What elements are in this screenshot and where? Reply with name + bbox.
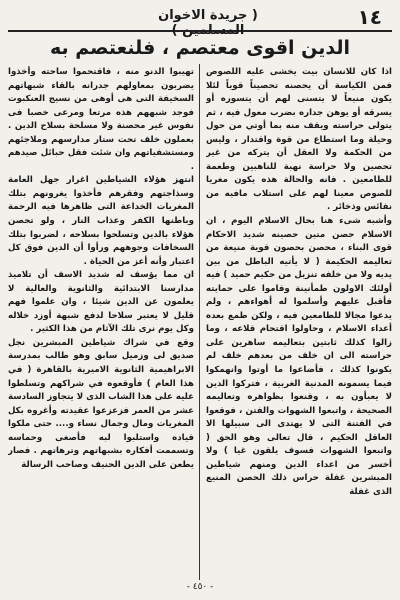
journal-name: ( جريدة الاخوان المسلمين ) — [158, 8, 258, 38]
column-divider — [199, 64, 200, 580]
page-number: ١٤ — [357, 5, 382, 29]
paragraph: وأشبه شىء هنا بحال الاسلام اليوم ، ان الاسلام حصن متين حصينه شديد الاحكام قوى البناء ، محصن بحصون قوية منيعة من تعاليمه الحكيمة ( لا يأتيه الباطل من بين يديه ولا من خلفه تنزيل من حكيم حميد ) فيه أولئك الاولون طمأنينة وقاموا على حمايته فأقبل عليهم وأسلموا له أهواءهم ، ولم يدعوا مجالا للطامعين فيه ، ولكن طمع بعده أعداء الاسلام ، وحاولوا اقتحام قلاعه ، وما زالوا كذلك ثابتين بتعاليمه ساهرين على حراسته الى ان خلف من بعدهم خلف لم يكونوا كذلك ، فأضاعوا ما أوتوا وانهمكوا فيما يسمونه المدنية الغربية ، فتركوا الدين لا يعبأون به ، وقنعوا بظواهره وتعاليمه الصحيحة ، واتبعوا الشهوات والفتن ، فوقعوا في الفتنة التى لا يهتدى الى سبيلها الا العاقل الحكيم ، قال تعالى وهو الحق ( واتبعوا الشهوات فسوف يلقون غيا ) ولا أخسر من اعداء الدين ومنهم شياطين المبشرين غفلة حراس ذلك الحصن المنيع الذى غفلة — [206, 216, 392, 497]
paragraph: انتهز هؤلاء الشياطين اغرار جهل العامة وسذاجتهم وفقرهم فأخذوا يغرونهم بتلك المغريات الخداعة التى ظاهرها فيه الرحمة وباطنها الكفر وعذاب النار ، ولو تحصن هؤلاء بالدين وتسلحوا بسلاحه ، لضربوا بتلك السخافات وجوههم ورأوا أن الدين فوق كل اعتبار وأنه أعز من الحياة . — [8, 175, 194, 267]
page-header — [8, 4, 392, 38]
article-headline: الدين اقوى معتصم ، فلنعتصم به — [49, 37, 350, 59]
paragraph: ان مما يؤسف له شديد الاسف أن تلاميذ مدارسنا الابتدائية والثانوية والعالية لا يعلمون عن الدين شيئا ، وان علموا فهم قليل لا يعتبر سلاحا لدفع شبهة أوزد خلاله وكل يوم نرى تلك الآثام من هذا الكثير . — [8, 270, 194, 335]
paragraph: اذا كان للانسان بيت يخشى عليه اللصوص فمن الكياسة أن يحصنه تحصيناً قوياً لئلا يكون منيعاً لا يتسنى لهم أن يتسوره أو يسرقه أو يوهن جداره بضرب معول فيه ، ثم يتولى حراسته ويقف منه بما أوتي من حول وحيلة وما استطاع من قوة واقتدار ، وليس من الحكمة ولا العقل أن يتركه من غير تحصين ولا حراسة نهبة للناهبين وطعمة للطامعين . فانه والحالة هذه يكون مغريا للصوص معينا لهم على استلاب مافيه من نفائس وذخائر . — [206, 67, 392, 213]
article-column-right — [206, 66, 392, 578]
page-footer-number: - ٤٥٠ - — [186, 582, 214, 592]
paragraph: وقع في شراك شياطين المبشرين نجل صديق لى وزميل سابق وهو طالب بمدرسة الابراهيمية الثانوية الاميرية بالقاهرة ( في هذا العام ) فأوقعوه في شراكهم وتسلطوا عليه على هذا الشاب الذى لا يتجاوز السادسة عشر من العمر فزعزعوا عقيدته وأغروه بكل المغريات ومال وجمال نساء و.... حتى ملكوا قياده واستلبوا لبه فأصغى وحماسه وتسممت أفكاره بشبهاتهم وترهاتهم . فصار يطعن على الدين الحنيف وصاحب الرسالة — [8, 337, 194, 470]
article-column-left — [8, 66, 194, 578]
paragraph: تهيبوا الدنو منه ، فاقتحموا ساحته وأخذوا يضربون بمعاولهم جدرانه بالقاء شبهاتهم السخيفة التى هى أوهى من نسيج العنكبوت فوجد شبههم هذه مرتعا ومرعى خصبا فى نفوس غير محصنة ولا مسلحة بسلاح الدين . بعملون خلف تحت ستار مدارسهم وملاجئهم ومستشفياتهم وان شئت فقل حبائل صيدهم . — [8, 67, 194, 172]
